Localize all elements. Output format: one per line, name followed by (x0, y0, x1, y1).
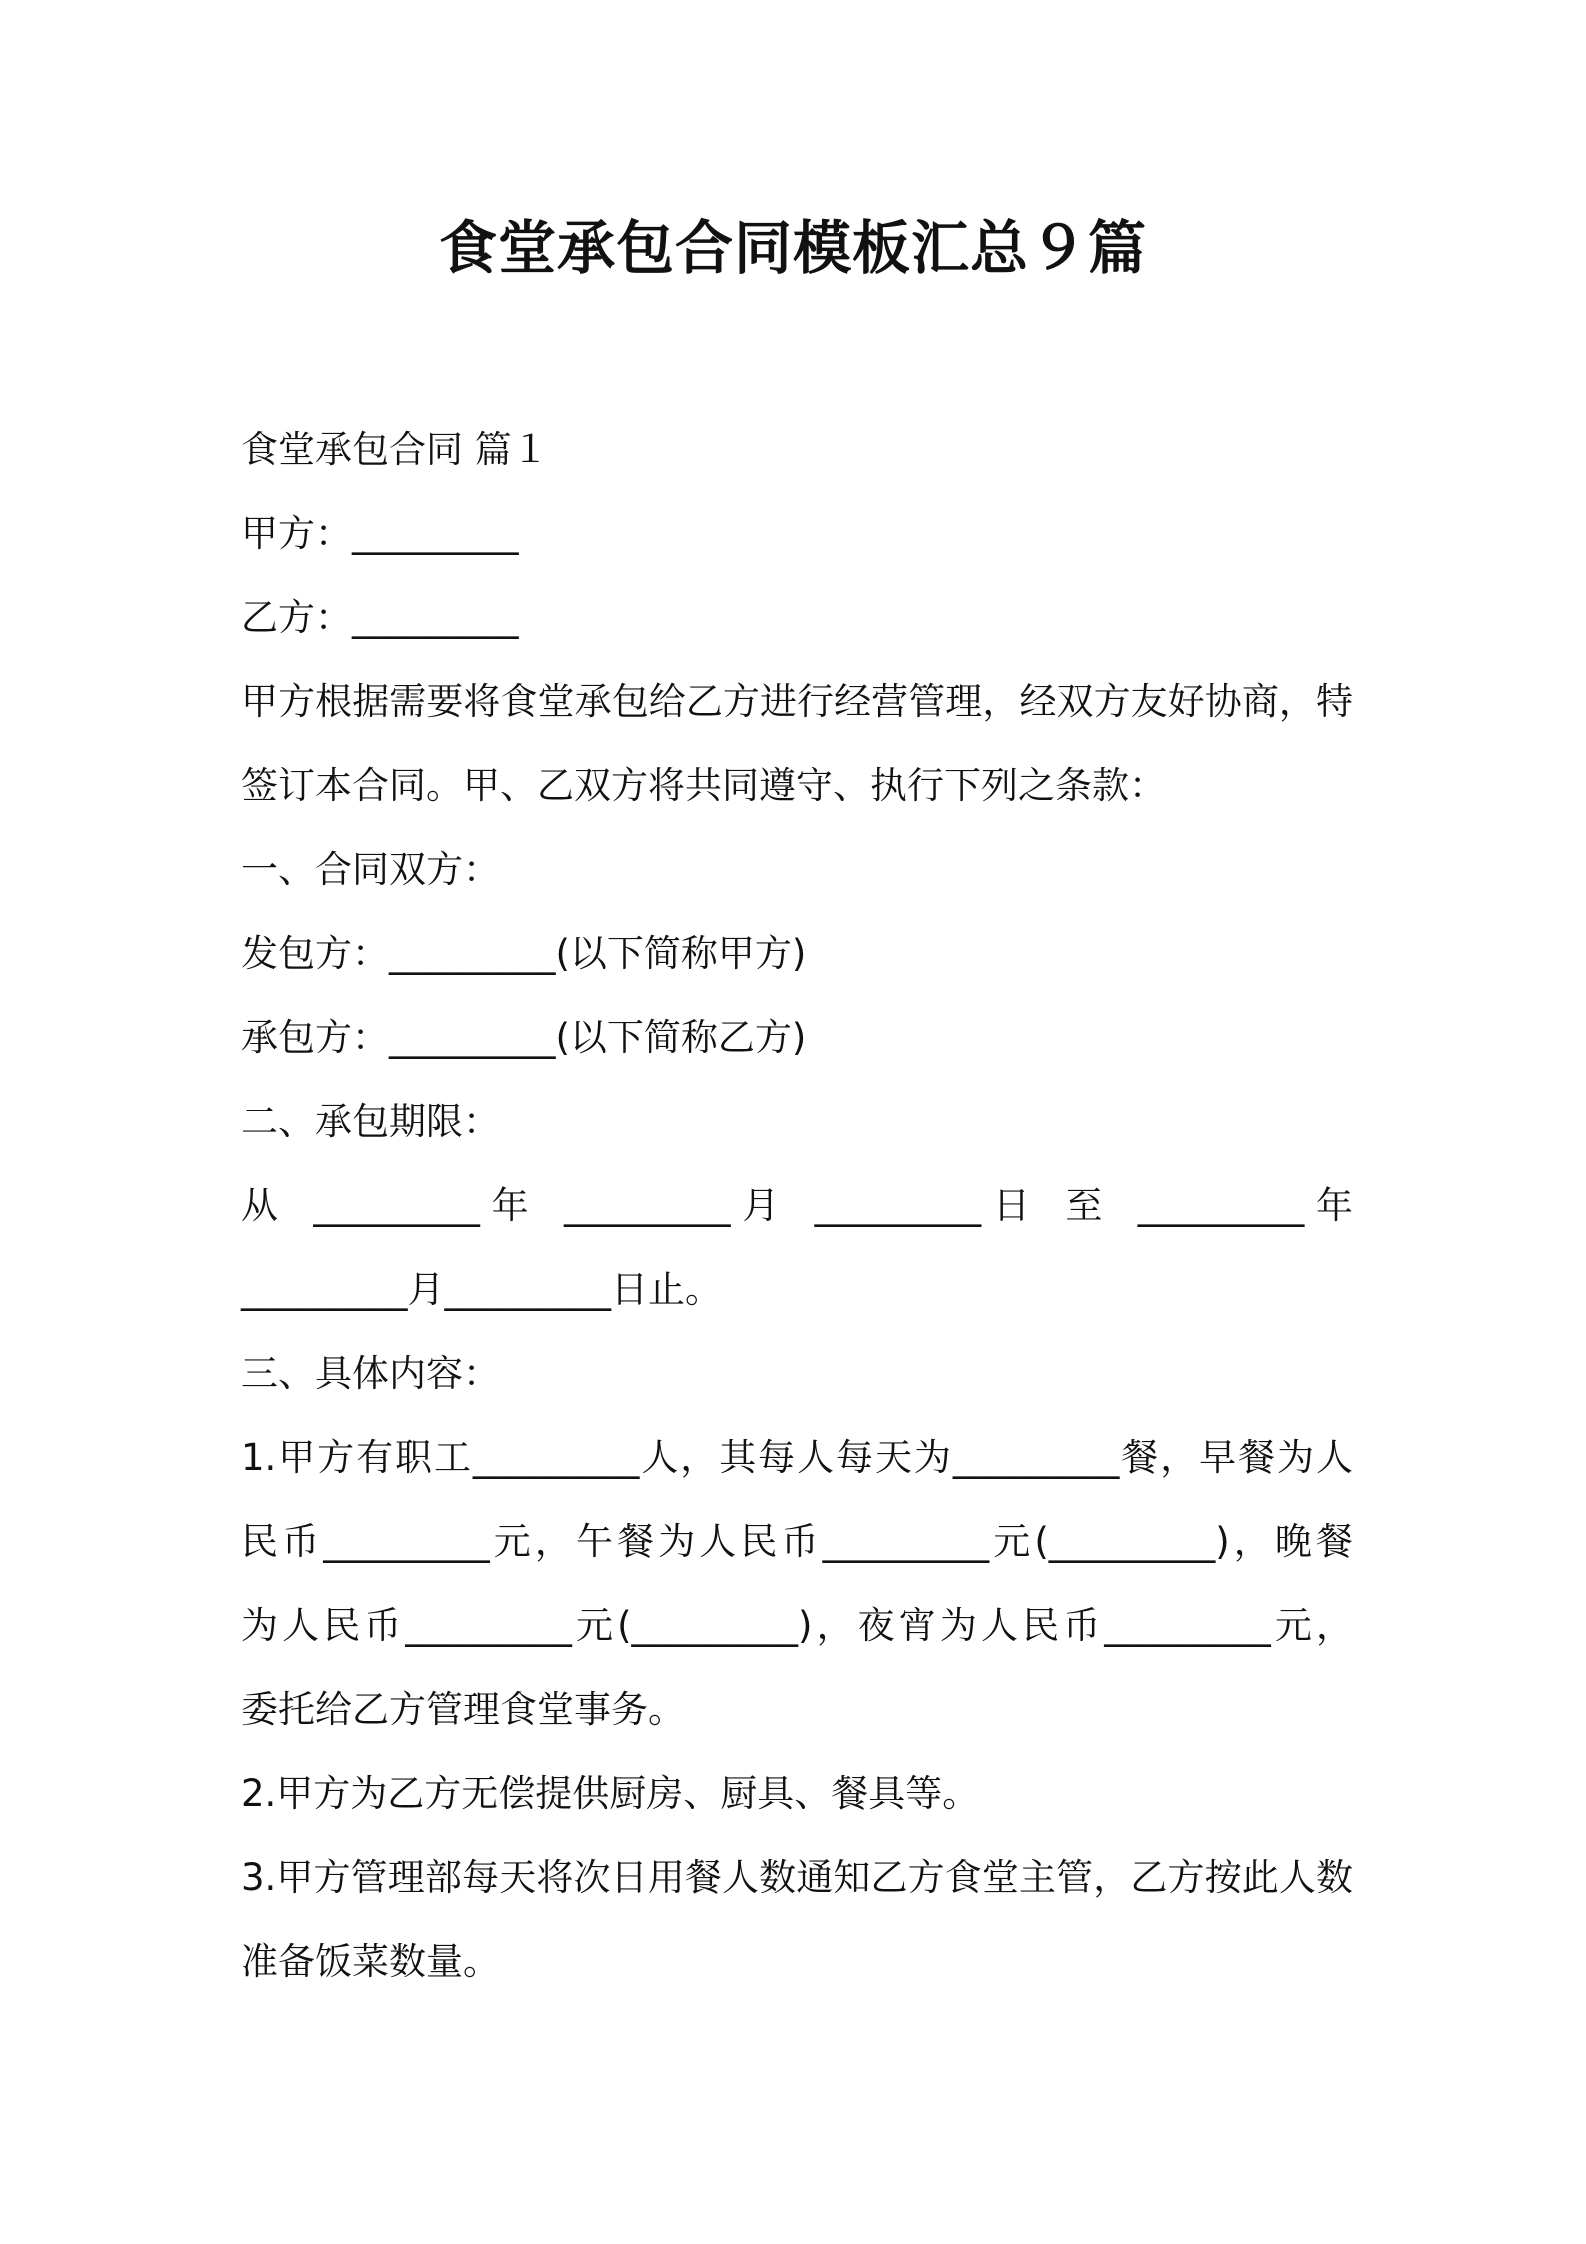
item-2-line: 2.甲方为乙方无偿提供厨房、厨具、餐具等。 (241, 1772, 980, 1815)
document-title: 食堂承包合同模板汇总９篇 (438, 214, 1147, 282)
party-a-line: 甲方：_________ (241, 512, 519, 555)
document-body (241, 408, 1353, 2004)
item-1-line-1: 1.甲方有职工_________人，其每人每天为_________餐，早餐为人 (241, 1436, 1353, 1479)
item-3-line-1: 3.甲方管理部每天将次日用餐人数通知乙方食堂主管，乙方按此人数 (241, 1856, 1353, 1899)
preamble-line-2: 签订本合同。甲、乙双方将共同遵守、执行下列之条款： (241, 764, 1166, 807)
preamble-line-1: 甲方根据需要将食堂承包给乙方进行经营管理，经双方友好协商，特 (241, 680, 1353, 723)
party-b-line: 乙方：_________ (241, 596, 519, 639)
term-line-1: 从 _________年 _________月 _________日 至 _________年 (241, 1184, 1353, 1227)
clause-1-heading: 一、合同双方： (241, 848, 500, 891)
item-1-line-2: 民币_________元，午餐为人民币_________元(_________)，晚餐 (241, 1520, 1353, 1563)
item-1-line-3: 为人民币_________元(_________)，夜宵为人民币_________元， (241, 1604, 1353, 1647)
clause-3-heading: 三、具体内容： (241, 1352, 500, 1395)
term-line-2: _________月_________日止。 (241, 1268, 722, 1311)
clause-2-heading: 二、承包期限： (241, 1100, 500, 1143)
item-3-line-2: 准备饭菜数量。 (241, 1940, 500, 1983)
item-1-line-4: 委托给乙方管理食堂事务。 (241, 1688, 685, 1731)
contractor-line: 承包方：_________(以下简称乙方) (241, 1016, 807, 1059)
contractor-issuer-line: 发包方：_________(以下简称甲方) (241, 932, 807, 975)
section-heading-part-1: 食堂承包合同 篇１ (241, 428, 549, 471)
